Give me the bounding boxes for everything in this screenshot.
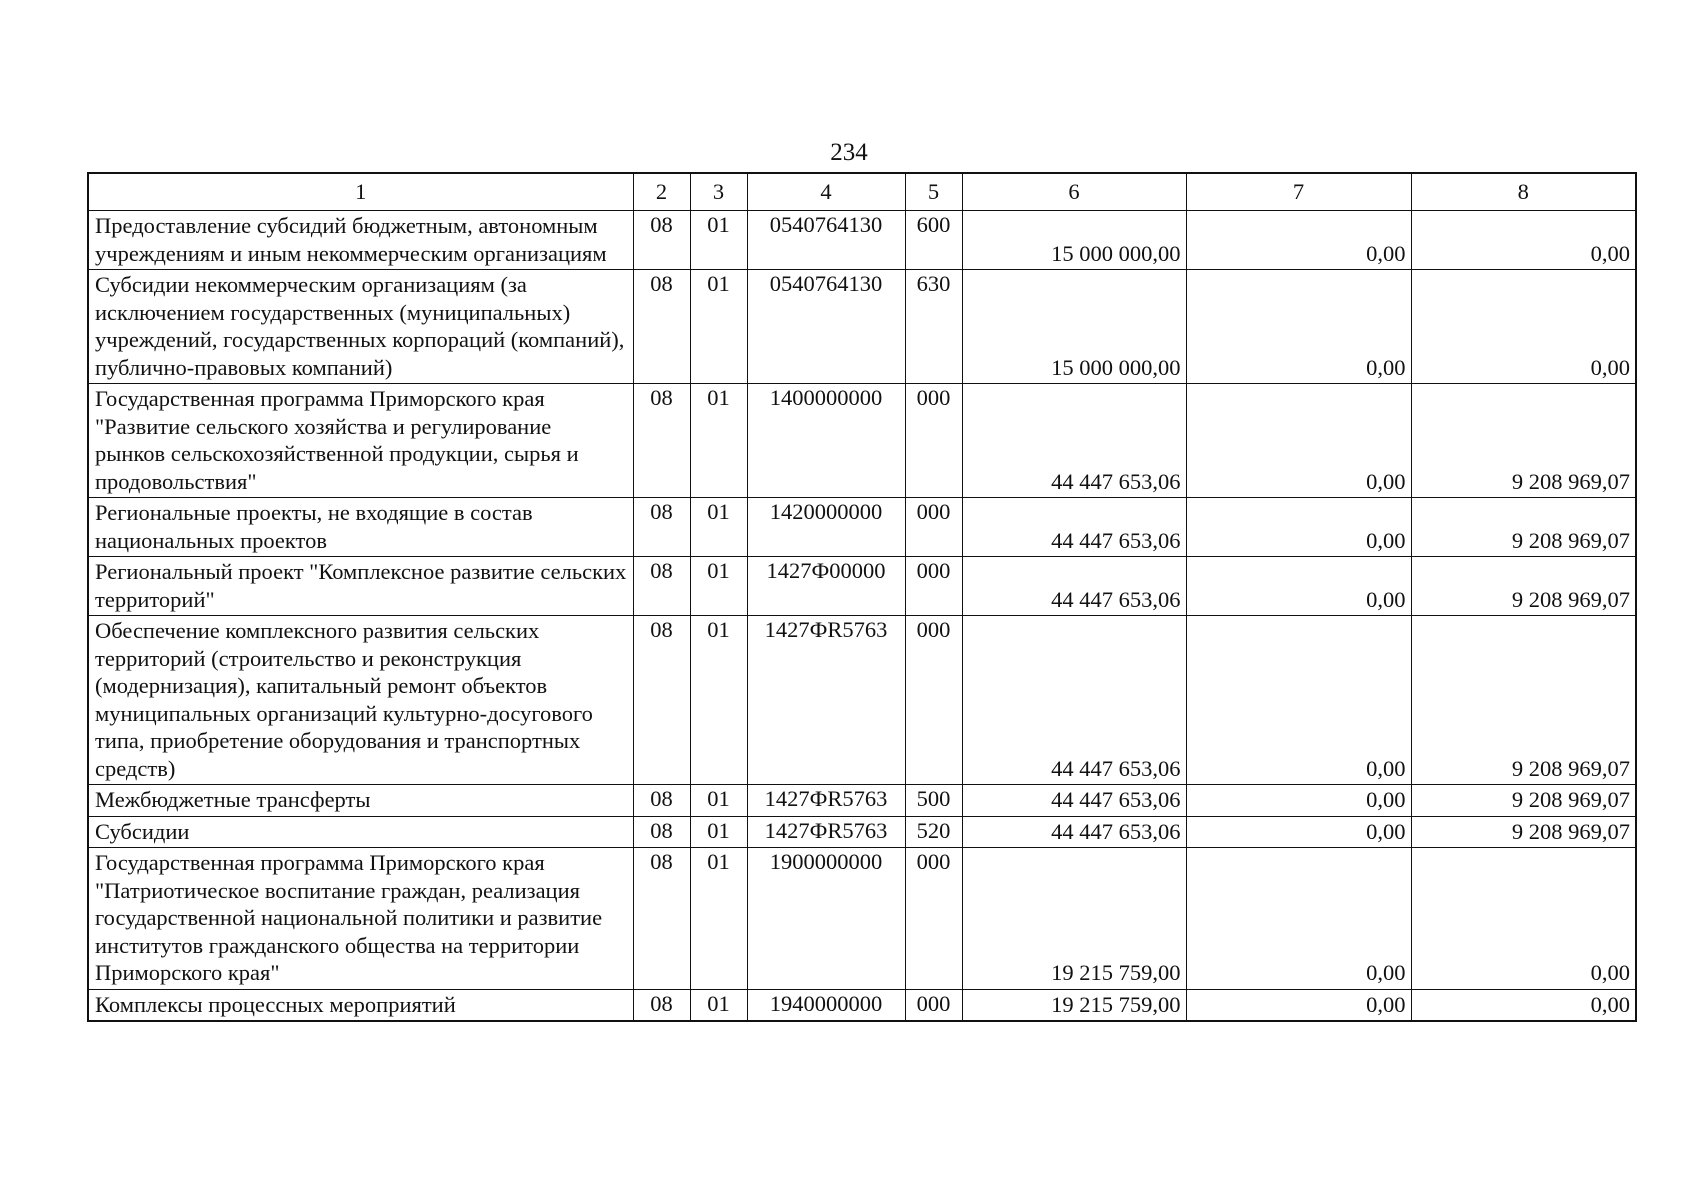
row-amount-col6: 15 000 000,00 <box>962 270 1186 384</box>
row-amount-col6: 15 000 000,00 <box>962 211 1186 270</box>
row-subsection: 01 <box>690 816 747 848</box>
table-row <box>88 816 1636 848</box>
table-row <box>88 785 1636 817</box>
row-amount-col6: 44 447 653,06 <box>962 616 1186 785</box>
row-amount-col8: 0,00 <box>1411 989 1636 1021</box>
row-expense-type: 500 <box>905 785 962 817</box>
row-expense-type: 630 <box>905 270 962 384</box>
row-subsection: 01 <box>690 616 747 785</box>
header-col-7: 7 <box>1186 173 1411 211</box>
row-target-code: 1427ФR5763 <box>747 816 905 848</box>
row-section: 08 <box>633 270 690 384</box>
row-subsection: 01 <box>690 989 747 1021</box>
row-amount-col6: 19 215 759,00 <box>962 848 1186 990</box>
row-target-code: 1400000000 <box>747 384 905 498</box>
row-amount-col7: 0,00 <box>1186 848 1411 990</box>
row-amount-col6: 19 215 759,00 <box>962 989 1186 1021</box>
row-target-code: 1900000000 <box>747 848 905 990</box>
row-subsection: 01 <box>690 848 747 990</box>
row-section: 08 <box>633 989 690 1021</box>
page-number: 234 <box>830 139 868 166</box>
row-amount-col6: 44 447 653,06 <box>962 384 1186 498</box>
table-row <box>88 270 1636 384</box>
header-col-1: 1 <box>88 173 633 211</box>
row-amount-col8: 9 208 969,07 <box>1411 785 1636 817</box>
row-amount-col7: 0,00 <box>1186 785 1411 817</box>
row-expense-type: 000 <box>905 848 962 990</box>
row-name: Региональные проекты, не входящие в состав национальных проектов <box>88 498 633 557</box>
table-row <box>88 211 1636 270</box>
row-amount-col8: 0,00 <box>1411 211 1636 270</box>
row-amount-col7: 0,00 <box>1186 616 1411 785</box>
row-target-code: 1427ФR5763 <box>747 616 905 785</box>
row-target-code: 0540764130 <box>747 211 905 270</box>
table-row <box>88 557 1636 616</box>
row-amount-col7: 0,00 <box>1186 498 1411 557</box>
header-col-6: 6 <box>962 173 1186 211</box>
row-expense-type: 000 <box>905 498 962 557</box>
row-section: 08 <box>633 384 690 498</box>
row-subsection: 01 <box>690 384 747 498</box>
row-subsection: 01 <box>690 498 747 557</box>
row-target-code: 1940000000 <box>747 989 905 1021</box>
table-row <box>88 616 1636 785</box>
row-name: Государственная программа Приморского края "Патриотическое воспитание граждан, реализация государственной национальной политики и развитие институтов гражданского общества на территории Приморского края" <box>88 848 633 990</box>
table-row <box>88 384 1636 498</box>
row-amount-col7: 0,00 <box>1186 816 1411 848</box>
row-subsection: 01 <box>690 557 747 616</box>
row-expense-type: 520 <box>905 816 962 848</box>
row-section: 08 <box>633 816 690 848</box>
row-section: 08 <box>633 498 690 557</box>
row-section: 08 <box>633 785 690 817</box>
row-name: Обеспечение комплексного развития сельских территорий (строительство и реконструкция (модернизация), капитальный ремонт объектов муниципальных организаций культурно-досугового типа, приобретение оборудования и транспортных средств) <box>88 616 633 785</box>
row-amount-col8: 9 208 969,07 <box>1411 384 1636 498</box>
header-col-4: 4 <box>747 173 905 211</box>
row-target-code: 1427Ф00000 <box>747 557 905 616</box>
row-amount-col8: 9 208 969,07 <box>1411 616 1636 785</box>
header-col-3: 3 <box>690 173 747 211</box>
row-name: Региональный проект "Комплексное развитие сельских территорий" <box>88 557 633 616</box>
row-name: Субсидии <box>88 816 633 848</box>
row-target-code: 1427ФR5763 <box>747 785 905 817</box>
row-name: Субсидии некоммерческим организациям (за исключением государственных (муниципальных) учреждений, государственных корпораций (компаний), публично-правовых компаний) <box>88 270 633 384</box>
row-target-code: 1420000000 <box>747 498 905 557</box>
row-section: 08 <box>633 848 690 990</box>
table-row <box>88 498 1636 557</box>
row-amount-col7: 0,00 <box>1186 270 1411 384</box>
row-amount-col6: 44 447 653,06 <box>962 785 1186 817</box>
table-row <box>88 989 1636 1021</box>
row-name: Предоставление субсидий бюджетным, автономным учреждениям и иным некоммерческим организациям <box>88 211 633 270</box>
row-subsection: 01 <box>690 785 747 817</box>
row-target-code: 0540764130 <box>747 270 905 384</box>
row-subsection: 01 <box>690 270 747 384</box>
row-amount-col6: 44 447 653,06 <box>962 498 1186 557</box>
row-expense-type: 000 <box>905 616 962 785</box>
row-name: Комплексы процессных мероприятий <box>88 989 633 1021</box>
row-amount-col6: 44 447 653,06 <box>962 816 1186 848</box>
row-amount-col6: 44 447 653,06 <box>962 557 1186 616</box>
row-name: Государственная программа Приморского края "Развитие сельского хозяйства и регулирование рынков сельскохозяйственной продукции, сырья и продовольствия" <box>88 384 633 498</box>
row-amount-col7: 0,00 <box>1186 989 1411 1021</box>
header-col-2: 2 <box>633 173 690 211</box>
header-row <box>88 173 1636 211</box>
row-amount-col7: 0,00 <box>1186 557 1411 616</box>
row-subsection: 01 <box>690 211 747 270</box>
row-name: Межбюджетные трансферты <box>88 785 633 817</box>
row-amount-col7: 0,00 <box>1186 211 1411 270</box>
row-section: 08 <box>633 211 690 270</box>
header-col-8: 8 <box>1411 173 1636 211</box>
row-expense-type: 000 <box>905 557 962 616</box>
header-col-5: 5 <box>905 173 962 211</box>
row-expense-type: 000 <box>905 384 962 498</box>
row-expense-type: 000 <box>905 989 962 1021</box>
table-row <box>88 848 1636 990</box>
row-amount-col7: 0,00 <box>1186 384 1411 498</box>
row-amount-col8: 9 208 969,07 <box>1411 557 1636 616</box>
row-expense-type: 600 <box>905 211 962 270</box>
row-amount-col8: 0,00 <box>1411 270 1636 384</box>
row-section: 08 <box>633 557 690 616</box>
row-amount-col8: 0,00 <box>1411 848 1636 990</box>
row-amount-col8: 9 208 969,07 <box>1411 498 1636 557</box>
row-amount-col8: 9 208 969,07 <box>1411 816 1636 848</box>
row-section: 08 <box>633 616 690 785</box>
budget-table <box>87 172 1637 1022</box>
